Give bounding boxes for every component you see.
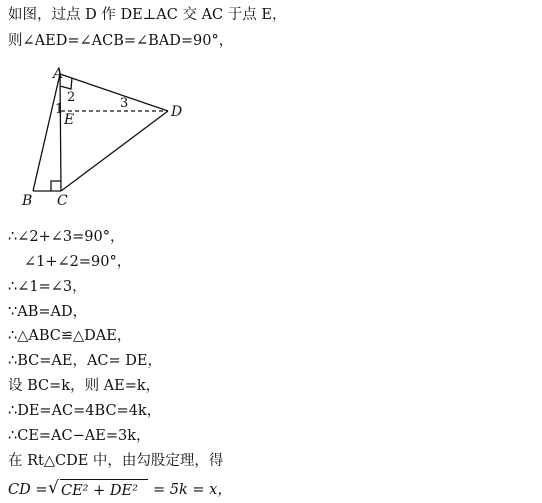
text-line-10: ∴DE=AC=4BC=4k， xyxy=(8,403,162,419)
text-line-12: 在 Rt△CDE 中，由勾股定理，得 xyxy=(8,453,224,469)
text-line-6: ∵AB=AD， xyxy=(8,304,88,320)
text-line-11: ∴CE=AC−AE=3k， xyxy=(8,428,151,444)
text-line-2: 则∠AED=∠ACB=∠BAD=90°， xyxy=(8,33,234,49)
segment-CD xyxy=(61,111,168,191)
label-angle-2: 2 xyxy=(67,90,76,105)
formula-radicand: CE² + DE² xyxy=(61,483,138,499)
text-line-8: ∴BC=AE，AC= DE， xyxy=(8,353,162,369)
label-A: A xyxy=(53,66,64,82)
right-angle-mark-C xyxy=(51,181,61,191)
segment-AC xyxy=(60,74,61,191)
label-E: E xyxy=(64,112,75,128)
label-D: D xyxy=(171,104,183,120)
segment-AD xyxy=(60,74,168,111)
label-C: C xyxy=(57,193,68,209)
segment-AB xyxy=(33,74,60,191)
label-angle-3: 3 xyxy=(120,96,129,111)
label-angle-1: 1 xyxy=(55,102,64,117)
formula-lhs: CD = xyxy=(8,482,48,498)
sqrt-bar xyxy=(60,479,148,480)
label-B: B xyxy=(22,193,33,209)
text-line-9: 设 BC=k，则 AE=k， xyxy=(8,378,161,394)
text-line-4: ∠1+∠2=90°， xyxy=(24,254,132,270)
text-line-7: ∴△ABC≌△DAE， xyxy=(8,328,132,344)
sqrt-symbol: √ xyxy=(48,478,59,498)
formula-rhs: = 5k = x， xyxy=(153,482,232,498)
text-line-5: ∴∠1=∠3， xyxy=(8,279,87,295)
text-line-1: 如图，过点 D 作 DE⊥AC 交 AC 于点 E， xyxy=(8,7,287,23)
text-line-3: ∴∠2+∠3=90°， xyxy=(8,229,125,245)
